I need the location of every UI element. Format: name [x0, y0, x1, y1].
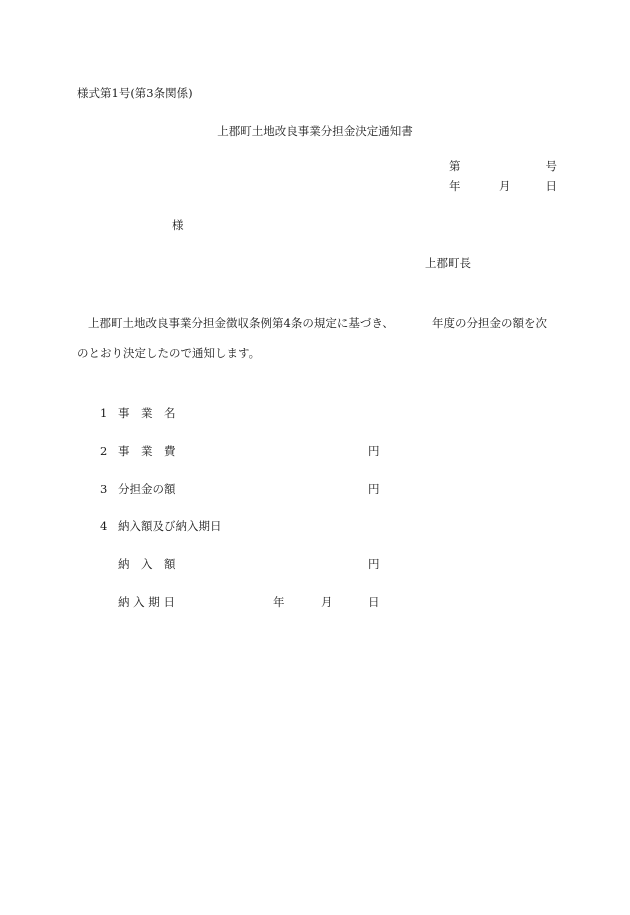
issue-day: 日: [545, 179, 557, 193]
deadline-day: 日: [368, 595, 380, 609]
sender-name: 上郡町長: [425, 256, 471, 270]
item-label-project-name: 事 業 名: [118, 406, 176, 420]
deadline-month: 月: [321, 595, 333, 609]
number-suffix: 号: [545, 159, 557, 173]
form-number: 様式第1号(第3条関係): [77, 86, 193, 100]
payment-deadline-label: 納 入 期 日: [118, 595, 175, 609]
issue-year: 年: [449, 179, 461, 193]
item-number: 1: [100, 406, 108, 420]
unit-yen: 円: [368, 482, 380, 496]
item-number: 4: [100, 519, 108, 533]
body-text-line1-cont: 年度の分担金の額を次: [432, 316, 547, 330]
deadline-year: 年: [273, 595, 285, 609]
body-text-line2: のとおり決定したので通知します。: [77, 346, 261, 360]
item-label-payment: 納入額及び納入期日: [118, 519, 222, 533]
issue-month: 月: [499, 179, 511, 193]
item-number: 2: [100, 444, 108, 458]
payment-amount-label: 納 入 額: [118, 557, 176, 571]
document-title: 上郡町土地改良事業分担金決定通知書: [217, 124, 413, 138]
addressee-suffix: 様: [172, 218, 184, 232]
item-label-project-cost: 事 業 費: [118, 444, 176, 458]
unit-yen: 円: [368, 444, 380, 458]
number-prefix: 第: [449, 159, 461, 173]
item-label-share-amount: 分担金の額: [118, 482, 176, 496]
body-text-line1: 上郡町土地改良事業分担金徴収条例第4条の規定に基づき、: [88, 316, 394, 330]
item-number: 3: [100, 482, 108, 496]
unit-yen: 円: [368, 557, 380, 571]
